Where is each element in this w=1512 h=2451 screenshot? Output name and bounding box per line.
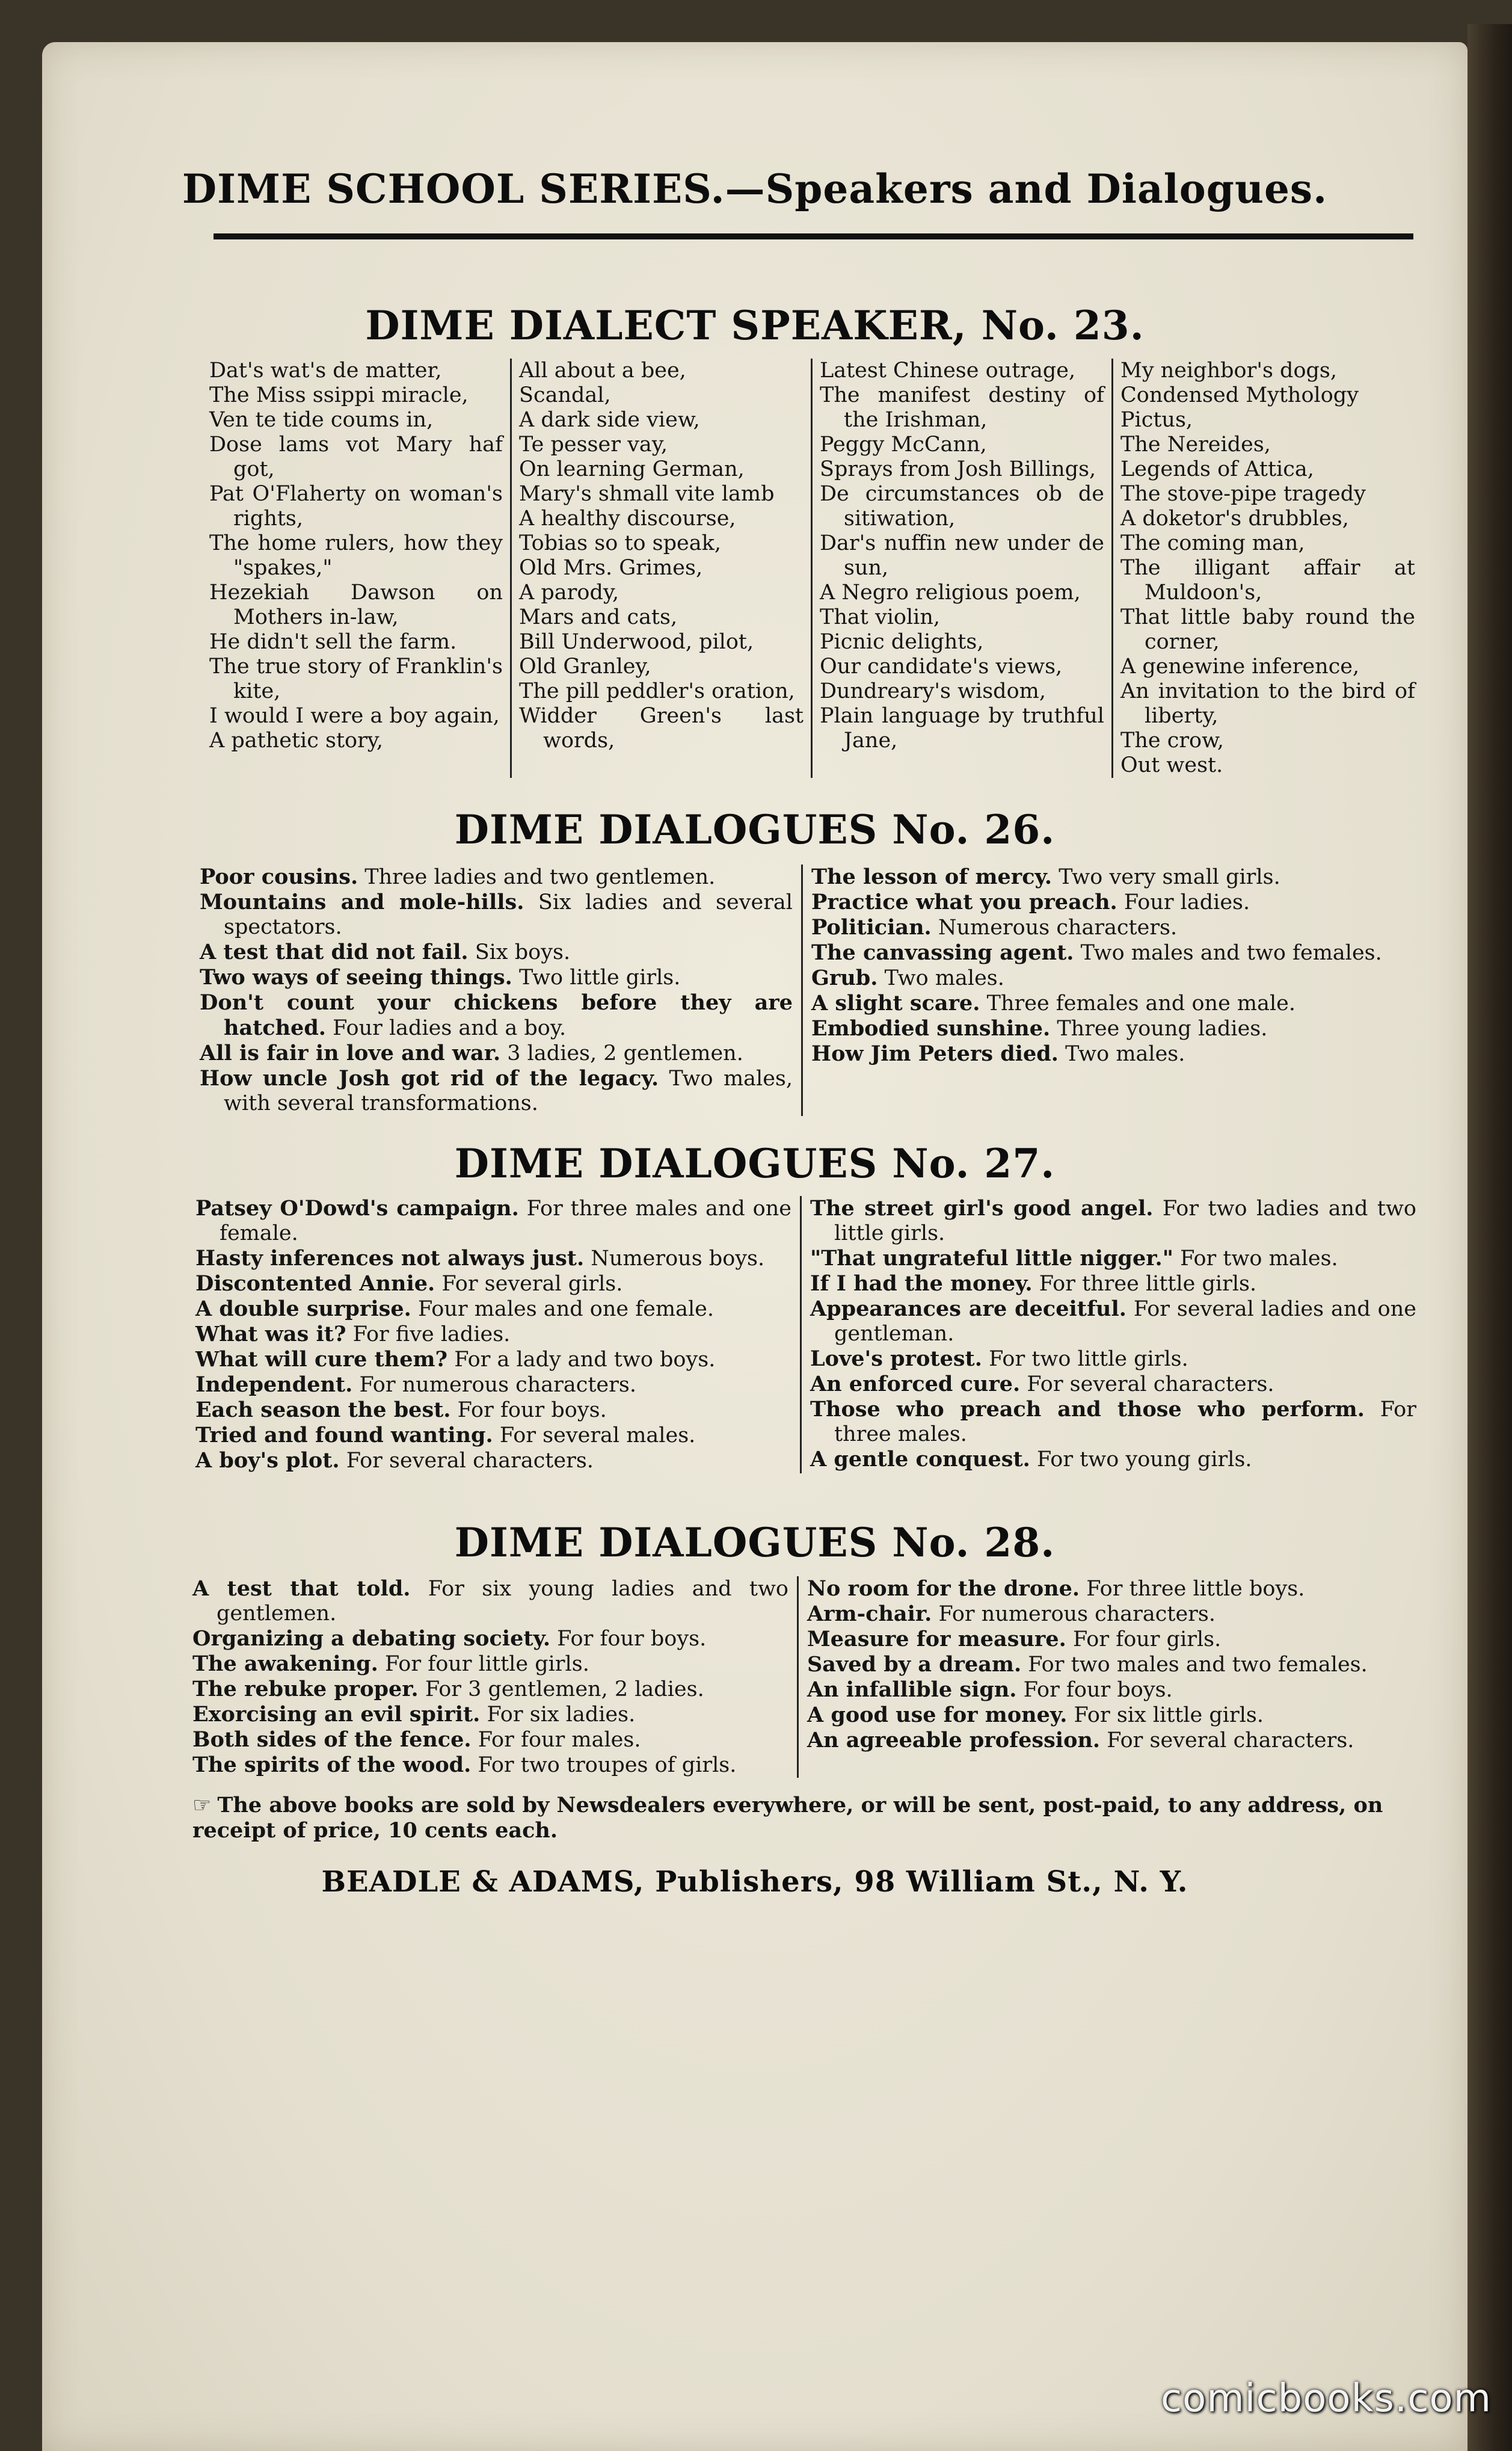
speaker-piece-title: Scandal, [519,383,611,407]
section-speaker-23-columns [209,359,1415,778]
section-title-dialogues-27: DIME DIALOGUES No. 27. [454,1140,1056,1187]
dialogue-cast: Four ladies and a boy. [333,1016,567,1040]
dialogue-entry [811,865,1418,890]
speaker-piece-title: A parody, [519,581,619,605]
dialogue-cast: For a lady and two boys. [454,1348,716,1372]
speaker-piece-title: De circumstances ob de sitiwation, [820,482,1104,531]
speaker-piece-title: Pat O'Flaherty on woman's rights, [209,482,503,531]
dialogue-entry [200,890,793,940]
dialogue-title: Patsey O'Dowd's campaign. [195,1196,519,1221]
speaker-piece-title: Mary's shmall vite lamb [519,482,775,506]
dialogue-cast: Three ladies and two gentlemen. [364,865,716,889]
section-title-dialogues-26: DIME DIALOGUES No. 26. [454,806,1056,853]
dialogue-cast: Two males. [1065,1042,1185,1066]
dialogue-title: Discontented Annie. [195,1271,435,1296]
dialogue-title: No room for the drone. [807,1576,1080,1601]
dialogue-entry [195,1196,791,1246]
dialogue-cast: Two very small girls. [1059,865,1280,889]
speaker-piece-title: The stove-pipe tragedy [1120,482,1366,506]
dialogue-entry [192,1677,788,1702]
speaker-piece-title: Te pesser vay, [519,433,668,457]
dialogues-27-col-2 [800,1196,1416,1473]
dialogue-cast: For four girls. [1072,1627,1222,1651]
dialogues-28-col-2 [797,1576,1419,1778]
catalog-page [42,42,1467,2451]
speaker-piece-title: The Miss ssippi miracle, [209,383,469,407]
dialogue-entry [810,1372,1416,1397]
dialogue-entry [811,1016,1418,1041]
speaker-23-col-1 [209,359,510,778]
dialogue-entry [811,966,1418,991]
speaker-piece-title: Out west. [1120,753,1223,777]
dialogue-cast: For four boys. [457,1398,607,1422]
speaker-piece-title: Dar's nuffin new under de sun, [820,531,1104,580]
page-header-title: DIME SCHOOL SERIES.—Speakers and Dialogues. [182,165,1328,212]
dialogue-entry [195,1372,791,1398]
dialogue-title: Mountains and mole-hills. [200,890,524,914]
dialogue-cast: For two males and two females. [1028,1653,1368,1677]
dialogue-title: Appearances are deceitful. [810,1296,1126,1321]
dialogue-title: "That ungrateful little nigger." [810,1246,1173,1271]
dialogue-title: All is fair in love and war. [200,1041,501,1065]
speaker-piece-title: A pathetic story, [209,729,384,753]
dialogue-entry [195,1296,791,1322]
dialogue-cast: For six ladies. [487,1703,636,1727]
dialogue-cast: Three young ladies. [1057,1017,1268,1041]
speaker-piece-title: The coming man, [1120,531,1305,555]
dialogue-cast: For two troupes of girls. [478,1753,737,1777]
speaker-piece-title: Pictus, [1120,408,1193,432]
dialogue-cast: For six young ladies and two gentlemen. [217,1577,788,1626]
dialogue-title: The lesson of mercy. [811,865,1053,889]
dialogue-title: Exorcising an evil spirit. [192,1702,481,1727]
dialogue-cast: For several characters. [1107,1728,1354,1753]
dialogue-title: Grub. [811,966,878,990]
dialogues-26-col-2 [801,865,1418,1116]
dialogue-title: The canvassing agent. [811,940,1074,965]
dialogue-title: Organizing a debating society. [192,1626,551,1651]
dialogue-title: The spirits of the wood. [192,1753,472,1777]
dialogue-cast: For two little girls. [989,1347,1188,1371]
dialogue-cast: Two males and two females. [1080,941,1382,965]
dialogue-title: What will cure them? [195,1347,448,1372]
speaker-piece-title: I would I were a boy again, [209,704,500,728]
dialogue-title: Those who preach and those who perform. [810,1397,1365,1422]
speaker-piece-title: Old Granley, [519,655,651,679]
dialogue-cast: Four ladies. [1123,890,1250,914]
dialogue-title: Two ways of seeing things. [200,965,512,990]
dialogue-title: A test that did not fail. [200,940,469,964]
dialogue-cast: Two males, with several transformations. [224,1067,793,1115]
dialogue-cast: For two males. [1180,1247,1338,1271]
dialogue-cast: Numerous boys. [591,1247,765,1271]
dialogue-title: The rebuke proper. [192,1677,419,1701]
speaker-piece-title: Latest Chinese outrage, [820,359,1076,383]
speaker-piece-title: On learning German, [519,457,745,481]
dialogue-entry [195,1448,791,1473]
speaker-piece-title: The manifest destiny of the Irishman, [820,383,1104,432]
dialogue-entry [810,1447,1416,1472]
dialogue-title: Poor cousins. [200,865,358,889]
dialogue-entry [195,1322,791,1347]
dialogue-title: How Jim Peters died. [811,1041,1059,1066]
section-title-speaker-23: DIME DIALECT SPEAKER, No. 23. [365,302,1145,349]
dialogue-title: Politician. [811,915,932,940]
speaker-piece-title: Dat's wat's de matter, [209,359,442,383]
dialogue-entry [192,1727,788,1753]
dialogue-cast: For four little girls. [384,1652,589,1676]
dialogue-title: A good use for money. [807,1703,1068,1727]
dialogue-cast: Numerous characters. [938,916,1178,940]
dialogue-title: Each season the best. [195,1398,451,1422]
dialogue-entry [195,1246,791,1271]
dialogue-entry [807,1627,1419,1652]
dialogue-title: A gentle conquest. [810,1447,1030,1472]
dialogue-cast: For five ladies. [352,1322,511,1346]
speaker-piece-title: My neighbor's dogs, [1120,359,1338,383]
dialogue-title: An infallible sign. [807,1677,1017,1702]
dialogue-entry [807,1677,1419,1703]
dialogue-cast: For three males. [834,1398,1416,1446]
dialogue-title: If I had the money. [810,1271,1033,1296]
dialogues-27-col-1 [195,1196,800,1473]
dialogue-cast: For two ladies and two little girls. [834,1197,1416,1245]
dialogue-entry [811,1041,1418,1067]
dialogue-title: Hasty inferences not always just. [195,1246,585,1271]
dialogue-entry [200,940,793,965]
dialogue-cast: For two young girls. [1036,1447,1252,1472]
dialogue-entry [200,990,793,1041]
dialogue-entry [810,1296,1416,1346]
dialogue-entry [811,940,1418,966]
dialogue-entry [811,890,1418,915]
dialogue-cast: Six boys. [475,940,571,964]
speaker-piece-title: Our candidate's views, [820,655,1063,679]
dialogue-title: A slight scare. [811,991,980,1016]
dialogue-entry [807,1576,1419,1602]
dialogue-cast: For six little girls. [1074,1703,1264,1727]
dialogue-cast: For three little boys. [1086,1577,1305,1601]
dialogue-title: Love's protest. [810,1346,982,1371]
dialogue-entry [807,1728,1419,1753]
dialogue-entry [195,1271,791,1296]
speaker-piece-title: A dark side view, [519,408,700,432]
speaker-piece-title: Bill Underwood, pilot, [519,630,754,654]
speaker-piece-title: That violin, [820,605,941,629]
dialogue-title: Practice what you preach. [811,890,1117,914]
speaker-piece-title: Widder Green's last words, [519,704,804,753]
dialogue-entry [810,1196,1416,1246]
dialogues-26-col-1 [200,865,801,1116]
dialogue-cast: For four boys. [1023,1678,1173,1702]
speaker-piece-title: Picnic delights, [820,630,984,654]
sales-notice [192,1793,1407,1843]
dialogue-title: An agreeable profession. [807,1728,1101,1753]
dialogue-entry [807,1602,1419,1627]
speaker-piece-title: Old Mrs. Grimes, [519,556,703,580]
speaker-piece-title: The crow, [1120,729,1225,753]
speaker-piece-title: The Nereides, [1120,433,1271,457]
speaker-piece-title: A healthy discourse, [519,507,736,531]
section-title-dialogues-28: DIME DIALOGUES No. 28. [454,1519,1056,1566]
section-dialogues-28-columns [192,1576,1419,1778]
dialogue-entry [195,1398,791,1423]
dialogue-cast: For four boys. [557,1627,707,1651]
speaker-piece-title: Condensed Mythology [1120,383,1359,407]
dialogue-title: Measure for measure. [807,1627,1066,1651]
speaker-piece-title: An invitation to the bird of liberty, [1120,679,1415,728]
speaker-23-col-3 [811,359,1111,778]
dialogue-entry [200,865,793,890]
dialogue-cast: For four males. [478,1728,641,1752]
speaker-piece-title: All about a bee, [519,359,686,383]
dialogue-cast: For three little girls. [1039,1272,1257,1296]
dialogue-title: How uncle Josh got rid of the legacy. [200,1066,659,1091]
dialogue-entry [807,1703,1419,1728]
header-rule [214,233,1413,239]
speaker-piece-title: Dose lams vot Mary haf got, [209,433,503,481]
speaker-piece-title: The illigant affair at Muldoon's, [1120,556,1415,605]
dialogue-title: The awakening. [192,1651,378,1676]
publisher-line: BEADLE & ADAMS, Publishers, 98 William St., N. Y. [321,1865,1188,1899]
speaker-piece-title: Peggy McCann, [820,433,987,457]
speaker-piece-title: That little baby round the corner, [1120,605,1415,654]
pointing-hand-icon: ☞ [192,1793,212,1817]
dialogue-entry [195,1423,791,1448]
dialogue-cast: For 3 gentlemen, 2 ladies. [425,1677,704,1701]
speaker-piece-title: The pill peddler's oration, [519,679,795,703]
dialogue-entry [192,1576,788,1626]
dialogue-cast: For numerous characters. [359,1373,636,1397]
speaker-piece-title: Hezekiah Dawson on Mothers in-law, [209,581,503,629]
dialogue-entry [200,965,793,990]
dialogue-entry [810,1271,1416,1296]
dialogue-entry [192,1626,788,1651]
dialogue-title: Tried and found wanting. [195,1423,493,1447]
dialogue-title: Both sides of the fence. [192,1727,472,1752]
dialogue-entry [200,1041,793,1066]
dialogue-title: Embodied sunshine. [811,1016,1051,1041]
dialogue-cast: For several characters. [346,1449,594,1473]
dialogue-entry [200,1066,793,1116]
section-dialogues-27-columns [195,1196,1416,1473]
sales-notice-text: The above books are sold by Newsdealers everywhere, or will be sent, post-paid, to any address, on receipt of price, 10 cents each. [192,1793,1383,1843]
speaker-piece-title: Dundreary's wisdom, [820,679,1046,703]
speaker-23-col-2 [510,359,811,778]
dialogue-title: Don't count your chickens before they are hatched. [200,990,793,1040]
dialogue-cast: For three males and one female. [220,1197,791,1245]
speaker-23-col-4 [1111,359,1415,778]
dialogue-cast: Four males and one female. [417,1297,714,1321]
dialogue-cast: For numerous characters. [938,1602,1215,1626]
dialogue-cast: For several characters. [1027,1372,1274,1396]
dialogue-title: The street girl's good angel. [810,1196,1154,1221]
speaker-piece-title: Tobias so to speak, [519,531,721,555]
dialogue-title: An enforced cure. [810,1372,1021,1396]
dialogue-entry [810,1397,1416,1447]
dialogue-cast: For several girls. [441,1272,623,1296]
dialogue-cast: For several males. [499,1423,696,1447]
speaker-piece-title: Plain language by truthful Jane, [820,704,1104,753]
speaker-piece-title: The home rulers, how they "spakes," [209,531,503,580]
speaker-piece-title: Sprays from Josh Billings, [820,457,1096,481]
speaker-piece-title: Legends of Attica, [1120,457,1314,481]
dialogue-entry [810,1246,1416,1271]
site-watermark: comicbooks.com [1160,2376,1492,2421]
dialogue-title: What was it? [195,1322,346,1346]
dialogue-entry [807,1652,1419,1677]
dialogues-28-col-1 [192,1576,797,1778]
dialogue-entry [192,1753,788,1778]
speaker-piece-title: Mars and cats, [519,605,678,629]
dialogue-title: Saved by a dream. [807,1652,1022,1677]
speaker-piece-title: A genewine inference, [1120,655,1360,679]
dialogue-entry [192,1651,788,1677]
dialogue-entry [811,915,1418,940]
dialogue-cast: For several ladies and one gentleman. [834,1297,1416,1346]
dialogue-entry [195,1347,791,1372]
dialogue-cast: 3 ladies, 2 gentlemen. [507,1041,743,1065]
dialogue-title: Independent. [195,1372,353,1397]
speaker-piece-title: Ven te tide coums in, [209,408,434,432]
dialogue-title: A test that told. [192,1576,411,1601]
dialogue-entry [192,1702,788,1727]
speaker-piece-title: The true story of Franklin's kite, [209,655,503,703]
dialogue-cast: Two little girls. [518,966,681,990]
dialogue-entry [811,991,1418,1016]
dialogue-cast: Six ladies and several spectators. [224,890,793,939]
dialogue-cast: Three females and one male. [986,991,1296,1016]
dialogue-title: A boy's plot. [195,1448,340,1473]
speaker-piece-title: A doketor's drubbles, [1120,507,1349,531]
speaker-piece-title: He didn't sell the farm. [209,630,457,654]
book-spine-edge [1467,24,1512,2451]
speaker-piece-title: A Negro religious poem, [820,581,1081,605]
section-dialogues-26-columns [200,865,1418,1116]
dialogue-cast: Two males. [884,966,1004,990]
dialogue-title: A double surprise. [195,1296,411,1321]
dialogue-entry [810,1346,1416,1372]
dialogue-title: Arm-chair. [807,1602,932,1626]
